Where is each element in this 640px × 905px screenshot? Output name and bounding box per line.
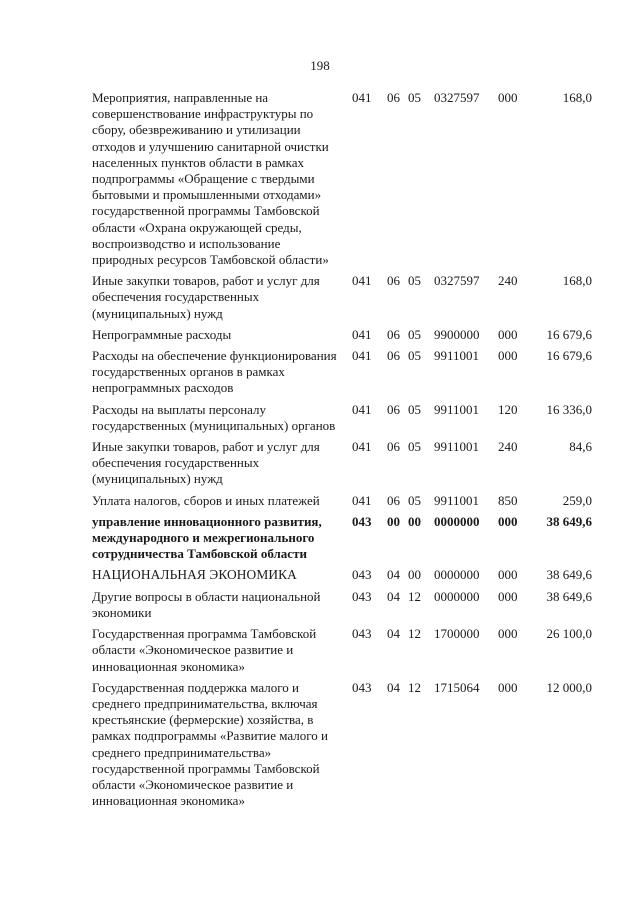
table-row [92,567,592,583]
row-name: Иные закупки товаров, работ и услуг для обеспечения государственных (муниципальных) нужд [92,439,320,487]
row-name: Расходы на выплаты персоналу государственных (муниципальных) органов [92,401,336,433]
table-row [92,589,592,621]
expense-type-code: 000 [498,348,518,364]
ved-code: 043 [352,513,372,529]
expense-type-code: 000 [498,679,518,695]
amount: 16 336,0 [546,401,592,417]
expense-type-code: 240 [498,439,518,455]
section-code: 04 [387,588,400,604]
ved-code: 041 [352,401,372,417]
amount: 168,0 [562,273,592,289]
subsection-code: 12 [408,679,421,695]
row-name: Мероприятия, направленные на совершенствование инфраструктуры по сбору, обезвреживанию и утилизации отходов и улучшению санитарной очистки населенных пунктов области в рамках подпрограммы «Обращение с твердыми бытовыми и промышленными отходами» государственной программы Тамбовской области «Охрана окружающей среды, воспроизводство и использование природных ресурсов Тамбовской области» [92,90,329,268]
expense-type-code: 000 [498,513,518,529]
ved-code: 043 [352,567,372,583]
table-row [92,327,592,343]
subsection-code: 00 [408,513,421,529]
table-row [92,90,592,268]
target-article-code: 0327597 [434,273,480,289]
row-name: Непрограммные расходы [92,326,232,342]
row-name: Государственная поддержка малого и среднего предпринимательства, включая крестьянские (фермерские) хозяйства, в рамках подпрограммы «Развитие малого и среднего предпринимательства» государственной программы Тамбовской области «Экономическое развитие и инновационная экономика» [92,679,328,809]
amount: 16 679,6 [546,326,592,342]
ved-code: 041 [352,439,372,455]
subsection-code: 00 [408,567,421,583]
target-article-code: 9911001 [434,348,480,364]
expense-type-code: 000 [498,326,518,342]
subsection-code: 05 [408,90,421,105]
section-code: 06 [387,348,400,364]
section-code: 04 [387,679,400,695]
expense-type-code: 120 [498,401,518,417]
row-name: Расходы на обеспечение функционирования государственных органов в рамках непрограммных расходов [92,348,337,396]
section-code: 00 [387,513,400,529]
subsection-code: 05 [408,326,421,342]
row-name: Иные закупки товаров, работ и услуг для обеспечения государственных (муниципальных) нужд [92,273,320,321]
table-row [92,626,592,675]
subsection-code: 05 [408,439,421,455]
amount: 38 649,6 [546,513,592,529]
ved-code: 043 [352,679,372,695]
amount: 259,0 [562,492,592,508]
ved-code: 041 [352,326,372,342]
section-code: 04 [387,626,400,642]
amount: 38 649,6 [546,588,592,604]
target-article-code: 0000000 [434,588,480,604]
table-row [92,514,592,563]
amount: 38 649,6 [546,567,592,583]
ved-code: 041 [352,90,372,105]
table-row [92,493,592,509]
section-code: 06 [387,90,400,105]
ved-code: 041 [352,273,372,289]
table-row [92,439,592,488]
subsection-code: 12 [408,588,421,604]
target-article-code: 9900000 [434,326,480,342]
row-name: Государственная программа Тамбовской области «Экономическое развитие и инновационная экономика» [92,626,317,674]
section-code: 06 [387,273,400,289]
ved-code: 041 [352,492,372,508]
target-article-code: 1715064 [434,679,480,695]
subsection-code: 12 [408,626,421,642]
section-code: 06 [387,326,400,342]
expense-type-code: 000 [498,567,518,583]
target-article-code: 0000000 [434,513,480,529]
page-number: 198 [310,58,330,73]
target-article-code: 0327597 [434,90,480,105]
target-article-code: 9911001 [434,492,480,508]
row-name: НАЦИОНАЛЬНАЯ ЭКОНОМИКА [92,567,297,583]
subsection-code: 05 [408,273,421,289]
target-article-code: 1700000 [434,626,480,642]
row-name: Другие вопросы в области национальной экономики [92,588,321,620]
row-name: управление инновационного развития, международного и межрегионального сотрудничества Тамбовской области [92,513,322,562]
target-article-code: 0000000 [434,567,480,583]
amount: 26 100,0 [546,626,592,642]
ved-code: 043 [352,626,372,642]
section-code: 04 [387,567,400,583]
expense-type-code: 000 [498,90,518,105]
section-code: 06 [387,492,400,508]
subsection-code: 05 [408,401,421,417]
ved-code: 041 [352,348,372,364]
subsection-code: 05 [408,492,421,508]
amount: 84,6 [569,439,592,455]
section-code: 06 [387,401,400,417]
expense-type-code: 240 [498,273,518,289]
ved-code: 043 [352,588,372,604]
expense-type-code: 000 [498,626,518,642]
budget-table [92,90,592,814]
target-article-code: 9911001 [434,439,480,455]
section-code: 06 [387,439,400,455]
amount: 12 000,0 [546,679,592,695]
amount: 168,0 [562,90,592,105]
amount: 16 679,6 [546,348,592,364]
table-row [92,273,592,322]
row-name: Уплата налогов, сборов и иных платежей [92,492,320,508]
subsection-code: 05 [408,348,421,364]
expense-type-code: 000 [498,588,518,604]
table-row [92,402,592,434]
table-row [92,680,592,810]
expense-type-code: 850 [498,492,518,508]
target-article-code: 9911001 [434,401,480,417]
table-row [92,348,592,397]
